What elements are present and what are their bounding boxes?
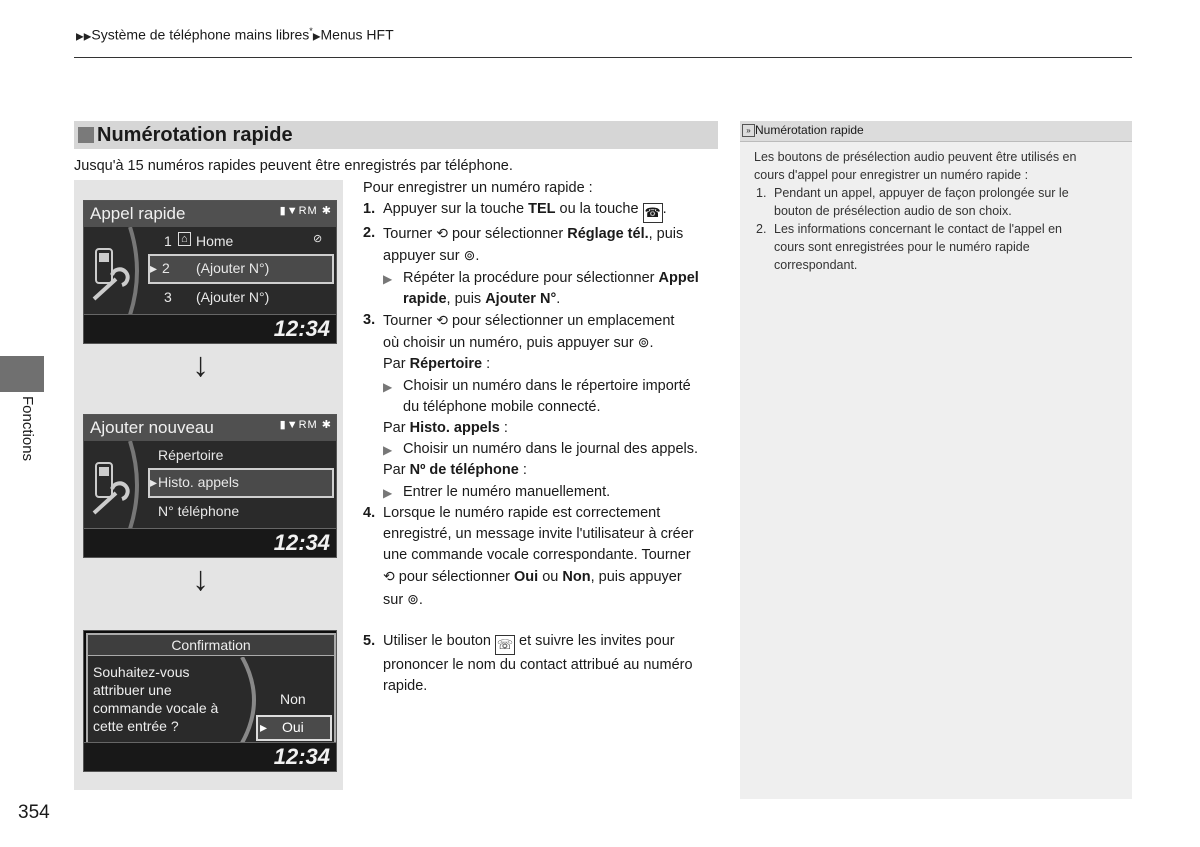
slot-number: 3 <box>164 289 172 305</box>
cursor-icon: ▸ <box>150 474 158 490</box>
breadcrumb-part2: Menus HFT <box>320 26 394 43</box>
screen-footer <box>84 314 336 343</box>
screen-speed-dial <box>83 200 337 344</box>
triangle-right-icon: ▶ <box>383 485 393 500</box>
option-yes-selected[interactable] <box>256 715 332 741</box>
triangle-right-icon: ▶▶ <box>76 31 92 43</box>
clock: 12:34 <box>273 530 330 555</box>
sidebar-heading: Numérotation rapide <box>755 123 864 137</box>
screen-body <box>84 227 336 315</box>
down-arrow-icon: ↓ <box>192 346 209 384</box>
note-marker-icon: » <box>742 124 755 137</box>
triangle-right-icon: ▶ <box>383 379 393 394</box>
home-icon: ⌂ <box>178 232 191 246</box>
selector-knob-press-icon: ⊚ <box>463 247 476 264</box>
page-number: 354 <box>18 802 50 823</box>
voice-tag-icon: ⊘ <box>313 233 323 245</box>
slot-number: 1 <box>164 233 172 249</box>
step-3-cont: où choisir un numéro, puis appuyer sur ⊚. <box>363 332 723 354</box>
option-phonebook: Par Répertoire : <box>383 356 491 373</box>
status-icons: ▮▼RM ✱ <box>279 419 332 431</box>
step-4-line2: enregistré, un message invite l'utilisateur à créer <box>383 526 694 543</box>
step-5-line2: prononcer le nom du contact attribué au numéro <box>383 656 693 673</box>
menu-item-phone-number[interactable]: N° téléphone <box>158 503 240 519</box>
option-phone-number-note: ▶ Entrer le numéro manuellement. <box>363 482 723 503</box>
section-title-bar <box>74 121 718 149</box>
step-2-note: ▶ Répéter la procédure pour sélectionner Appel <box>363 268 723 289</box>
dialog-title: Confirmation <box>88 635 334 656</box>
cursor-icon: ▸ <box>260 719 268 735</box>
sidebar-note <box>740 121 1132 799</box>
screen-header <box>84 201 336 227</box>
step-2: 2. Tourner ⟲ pour sélectionner Réglage tél., puis <box>363 223 723 245</box>
step-2-note-cont: rapide, puis Ajouter N°. <box>403 290 561 307</box>
option-phone-number: Par Nº de téléphone : <box>383 462 527 479</box>
chapter-tab-label: Fonctions <box>19 396 36 462</box>
screen-body <box>84 441 336 529</box>
step-5-line3: rapide. <box>383 678 428 695</box>
selector-knob-rotate-icon: ⟲ <box>383 568 395 585</box>
triangle-right-icon: ▶ <box>383 443 393 458</box>
talk-button-icon: ☏ <box>495 635 515 655</box>
add-number-option[interactable]: (Ajouter N°) <box>196 289 270 305</box>
breadcrumb <box>76 26 394 43</box>
phone-wrench-icon <box>86 227 146 315</box>
option-phonebook-note: ▶ Choisir un numéro dans le répertoire importé <box>363 376 723 397</box>
sidebar-body <box>754 148 1114 274</box>
selector-knob-rotate-icon: ⟲ <box>436 225 448 242</box>
status-icons: ▮▼RM ✱ <box>279 205 332 217</box>
section-intro: Jusqu'à 15 numéros rapides peuvent être enregistrés par téléphone. <box>74 158 513 174</box>
option-no[interactable]: Non <box>280 691 306 707</box>
chapter-tab <box>0 356 44 392</box>
breadcrumb-part1: Système de téléphone mains libres <box>91 26 310 43</box>
selected-row[interactable] <box>148 254 334 284</box>
sidebar-item-1: 1. Pendant un appel, appuyer de façon prolongée sur le bouton de présélection audio de son choix. <box>756 186 1069 218</box>
step-4-line4: ⟲ pour sélectionner Oui ou Non, puis appuyer <box>363 566 723 588</box>
screen-title: Ajouter nouveau <box>90 418 214 437</box>
sidebar-item-2: 2. Les informations concernant le contact de l'appel en cours sont enregistrées pour le numéro rapide correspondant. <box>756 222 1062 272</box>
selector-knob-rotate-icon: ⟲ <box>436 312 448 329</box>
sidebar-heading-bar <box>740 121 1132 141</box>
screen-footer <box>84 528 336 557</box>
step-4-line5: sur ⊚. <box>363 589 723 611</box>
step-3: 3. Tourner ⟲ pour sélectionner un emplacement <box>363 310 723 332</box>
cursor-icon: ▸ <box>150 260 158 276</box>
screen-title: Appel rapide <box>90 204 186 223</box>
selector-knob-press-icon: ⊚ <box>407 590 419 607</box>
step-5: 5. Utiliser le bouton ☏ et suivre les invites pour <box>363 631 723 655</box>
footnote-star: * <box>309 26 313 36</box>
triangle-right-icon: ▶ <box>312 31 321 43</box>
screen-footer <box>84 742 336 771</box>
screens-panel <box>74 180 343 790</box>
option-call-history: Par Histo. appels : <box>383 420 508 437</box>
steps-lead: Pour enregistrer un numéro rapide : <box>363 180 593 196</box>
screen-confirmation <box>83 630 337 772</box>
down-arrow-icon: ↓ <box>192 560 209 598</box>
menu-item-call-history[interactable] <box>148 468 334 498</box>
section-title: Numérotation rapide <box>97 124 293 146</box>
step-2-cont: appuyer sur ⊚. <box>363 245 723 267</box>
option-yes-label: Oui <box>282 719 304 735</box>
menu-item-phonebook[interactable]: Répertoire <box>158 447 224 463</box>
option-call-history-note: ▶ Choisir un numéro dans le journal des appels. <box>363 439 723 460</box>
option-phonebook-note-cont: du téléphone mobile connecté. <box>403 398 601 415</box>
step-1: 1. Appuyer sur la touche TEL ou la touche ☎ . <box>363 199 723 223</box>
divider <box>740 141 1132 142</box>
triangle-right-icon: ▶ <box>383 271 393 286</box>
phone-wrench-icon <box>86 441 146 529</box>
clock: 12:34 <box>273 744 330 769</box>
selector-knob-press-icon: ⊚ <box>637 334 650 351</box>
instruction-steps <box>363 178 723 697</box>
square-bullet-icon <box>78 127 94 143</box>
clock: 12:34 <box>273 316 330 341</box>
speed-dial-entry[interactable]: Home <box>196 233 234 249</box>
slot-number: 2 <box>162 260 170 276</box>
step-4-line3: une commande vocale correspondante. Tourner <box>383 547 691 564</box>
menu-item-label: Histo. appels <box>158 474 239 490</box>
add-number-option: (Ajouter N°) <box>196 260 270 276</box>
dialog-question: Souhaitez-vous attribuer une commande vocale à cette entrée ? <box>93 664 219 734</box>
sidebar-para-line: Les boutons de présélection audio peuvent être utilisés en <box>754 150 1077 164</box>
phone-pickup-icon: ☎ <box>643 203 663 223</box>
dialog-box <box>86 633 336 745</box>
step-4: 4. Lorsque le numéro rapide est correctement <box>363 504 661 521</box>
sidebar-para-line: cours d'appel pour enregistrer un numéro rapide : <box>754 168 1029 182</box>
header-rule <box>74 57 1132 58</box>
screen-add-new <box>83 414 337 558</box>
screen-header <box>84 415 336 441</box>
